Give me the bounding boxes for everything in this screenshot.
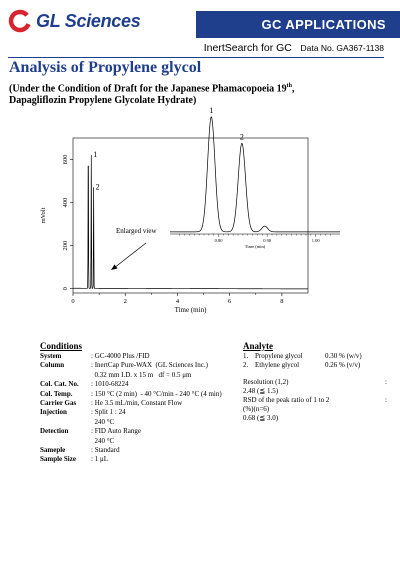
- rsd-label-line2: (%)(n=6): [243, 405, 270, 413]
- analyte-list: [243, 352, 362, 371]
- condition-row: [40, 352, 222, 361]
- condition-value: : Standard: [91, 446, 120, 455]
- condition-value: 240 °C: [91, 436, 115, 445]
- condition-label: System: [40, 352, 62, 360]
- condition-label: Carrier Gas: [40, 399, 77, 408]
- x-tick-label: 8: [280, 298, 284, 305]
- enlarged-view-arrow: [114, 243, 146, 268]
- condition-row: [40, 361, 222, 370]
- condition-label: Detection: [40, 427, 69, 436]
- condition-label: Sample Size: [40, 455, 76, 464]
- resolution-row: [243, 378, 400, 396]
- plot-frame: [73, 138, 308, 293]
- inset-peak-label-1: 1: [209, 106, 214, 115]
- resolution-label: Resolution (1,2): [243, 378, 289, 386]
- brand-name: GL Sciences: [36, 10, 141, 31]
- analyte-concentration: 0.30 % (w/v): [325, 352, 362, 360]
- rsd-label: [243, 396, 385, 414]
- y-tick-label: 400: [62, 197, 69, 208]
- peak-label-1: 1: [93, 150, 98, 160]
- condition-value: : 1 μL: [91, 455, 108, 464]
- condition-row: [40, 437, 222, 446]
- document-number: Data No. GA367-1138: [300, 43, 384, 53]
- analyte-concentration: 0.26 % (v/v): [325, 361, 361, 370]
- condition-label: Col. Temp.: [40, 389, 73, 398]
- inset-trace: [170, 117, 340, 232]
- condition-row: [40, 380, 222, 389]
- condition-value: : 1010-68224: [91, 380, 129, 389]
- rsd-label-line1: RSD of the peak ratio of 1 to 2: [243, 396, 330, 404]
- subtitle-sup: th: [286, 83, 293, 89]
- inset-x-tick-label: 0.80: [214, 238, 223, 243]
- banner-text: GC APPLICATIONS: [261, 17, 386, 32]
- condition-row: [40, 390, 222, 399]
- condition-label: Col. Cat. No.: [40, 380, 79, 389]
- condition-row: [40, 371, 222, 380]
- analyte-item: [243, 361, 362, 370]
- y-tick-label: 200: [62, 240, 69, 251]
- inset-x-axis-label: Time (min): [244, 244, 266, 249]
- condition-label: [40, 371, 91, 380]
- condition-value: 240 °C: [91, 417, 115, 426]
- product-name: InertSearch for GC: [203, 42, 292, 54]
- condition-value: : 150 °C (2 min) - 40 °C/min - 240 °C (4 min): [91, 389, 222, 398]
- inset-x-tick-label: 1.00: [311, 238, 320, 243]
- analyte-number: 1.: [243, 352, 249, 360]
- x-axis-label: Time (min): [174, 306, 207, 314]
- condition-value: 0.32 mm I.D. x 15 m df = 0.5 μm: [91, 370, 192, 379]
- rsd-row: [243, 396, 400, 423]
- condition-row: [40, 455, 222, 464]
- analyte-item: [243, 352, 362, 361]
- condition-value: : GC-4000 Plus /FID: [91, 352, 150, 360]
- resolution-value: : 2.48 (≦ 1.5): [243, 378, 387, 395]
- condition-value: : FID Auto Range: [91, 427, 141, 436]
- analyte-number: 2.: [243, 361, 249, 370]
- subtitle-text-a: (Under the Condition of Draft for the Japanese Phamacopoeia 19: [9, 83, 287, 95]
- enlarged-view-label: Enlarged view: [116, 227, 157, 235]
- subtitle-text-b: ,: [292, 83, 295, 95]
- inset-x-tick-label: 0.90: [263, 238, 272, 243]
- condition-value: : Split 1 : 24: [91, 408, 126, 417]
- analyte-name: Propylene glycol: [255, 352, 303, 360]
- condition-label: Injection: [40, 408, 67, 417]
- x-tick-label: 0: [71, 298, 75, 305]
- conditions-heading: Conditions: [40, 341, 83, 351]
- condition-row: [40, 446, 222, 455]
- analyte-name: Ethylene glycol: [255, 361, 300, 370]
- condition-row: [40, 399, 222, 408]
- condition-row: [40, 418, 222, 427]
- inset-peak-label-2: 2: [239, 132, 244, 142]
- condition-label: Column: [40, 361, 65, 370]
- x-tick-label: 4: [175, 298, 180, 305]
- arrow-head-icon: [111, 265, 118, 271]
- chromatogram-trace: [73, 155, 308, 289]
- rsd-value: : 0.68 (≦ 3.0): [243, 396, 387, 422]
- x-tick-label: 6: [228, 298, 232, 305]
- peak-label-2: 2: [95, 182, 100, 192]
- conditions-table: [40, 352, 222, 465]
- y-tick-label: 600: [62, 154, 69, 165]
- subtitle-line-2: Dapagliflozin Propylene Glycolate Hydrate): [9, 95, 197, 107]
- page-title: Analysis of Propylene glycol: [9, 59, 202, 76]
- condition-row: [40, 408, 222, 417]
- analyte-heading: Analyte: [243, 341, 273, 351]
- condition-row: [40, 427, 222, 436]
- condition-label: Sameple: [40, 446, 66, 455]
- y-axis-label: mVolt: [40, 207, 47, 224]
- y-tick-label: 0: [62, 287, 69, 291]
- condition-value: : InertCap Pure-WAX (GL Sciences Inc.): [91, 361, 208, 370]
- condition-label: [40, 418, 91, 427]
- condition-value: : He 3.5 mL/min, Constant Flow: [91, 399, 183, 408]
- x-tick-label: 2: [123, 298, 127, 305]
- condition-label: [40, 437, 91, 446]
